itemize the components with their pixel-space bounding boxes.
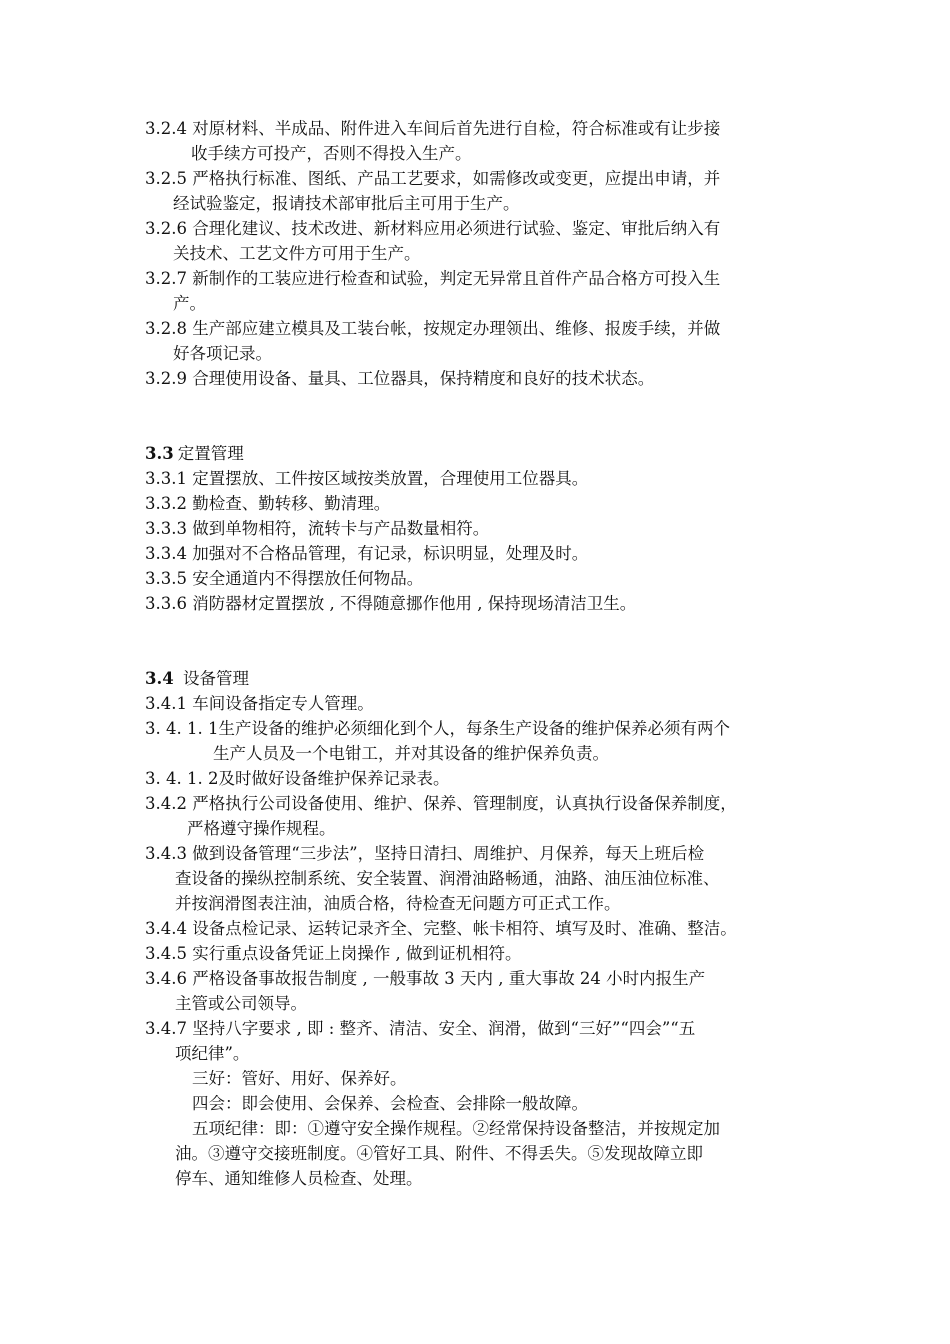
item-3-3-2 [145,491,810,516]
item-3-2-6 [145,216,810,266]
item-text-cont: 生产人员及一个电钳工，并对其设备的维护保养负责。 [213,744,609,763]
item-text: 对原材料、半成品、附件进入车间后首先进行自检，符合标准或有让步接 [192,119,721,138]
section-heading-3-4 [145,666,810,691]
item-text-cont: 并按润滑图表注油，油质合格，待检查无问题方可正式工作。 [175,894,621,913]
item-number: 3.3.6 [145,594,187,613]
item-3-4-6 [145,966,810,1016]
item-number: 3.4.6 [145,969,187,988]
item-3-3-5 [145,566,810,591]
item-3-4-3 [145,841,810,916]
item-3-2-5 [145,166,810,216]
item-3-4-2 [145,791,810,841]
item-text: 实行重点设备凭证上岗操作 , 做到证机相符。 [192,944,522,963]
item-3-4-5 [145,941,810,966]
item-number: 3.2.7 [145,269,187,288]
sihui-line: 四会：即会使用、会保养、会检查、会排除一般故障。 [192,1094,588,1113]
item-3-2-9 [145,366,810,391]
item-text: 生产部应建立模具及工装台帐，按规定办理领出、维修、报废手续，并做 [192,319,721,338]
item-number: 3.3.1 [145,469,187,488]
section-title: 设备管理 [182,669,249,688]
section-3-2-items [145,116,810,391]
item-3-3-1 [145,466,810,491]
item-text: 设备点检记录、运转记录齐全、完整、帐卡相符、填写及时、准确、整洁。 [192,919,737,938]
item-number: 3.4.1 [145,694,187,713]
item-text: 安全通道内不得摆放任何物品。 [192,569,424,588]
item-number: 3.3.4 [145,544,187,563]
item-3-4-1-1 [145,716,810,766]
item-3-2-7 [145,266,810,316]
item-text: 严格执行标准、图纸、产品工艺要求，如需修改或变更，应提出申请，并 [192,169,721,188]
item-3-3-3 [145,516,810,541]
item-text-cont: 项纪律”。 [175,1044,250,1063]
item-number: 3.2.4 [145,119,187,138]
item-text: 消防器材定置摆放 , 不得随意挪作他用 , 保持现场清洁卫生。 [192,594,637,613]
item-text-cont: 主管或公司领导。 [175,994,307,1013]
item-text: 定置摆放、工件按区域按类放置，合理使用工位器具。 [192,469,589,488]
item-number: 3.3.3 [145,519,187,538]
item-number: 3.2.6 [145,219,187,238]
section-3-3-items [145,466,810,616]
item-text: 合理化建议、技术改进、新材料应用必须进行试验、鉴定、审批后纳入有 [192,219,721,238]
item-text: 加强对不合格品管理，有记录，标识明显，处理及时。 [192,544,589,563]
item-number: 3.2.8 [145,319,187,338]
item-text: 做到设备管理“三步法”，坚持日清扫、周维护、月保养，每天上班后检 [192,844,705,863]
item-text-cont: 严格遵守操作规程。 [187,819,336,838]
item-3-4-1 [145,691,810,716]
item-3-4-1-2 [145,766,810,791]
wuxiang-line-2: 油。③遵守交接班制度。④管好工具、附件、不得丢失。⑤发现故障立即 [175,1144,703,1163]
section-title: 定置管理 [177,444,244,463]
item-text: 新制作的工装应进行检查和试验，判定无异常且首件产品合格方可投入生 [192,269,721,288]
section-3-4-items [145,691,810,1191]
item-number: 3.3.2 [145,494,187,513]
item-text-cont: 查设备的操纵控制系统、安全装置、润滑油路畅通，油路、油压油位标准、 [175,869,720,888]
section-gap [145,616,810,666]
item-text-cont: 关技术、工艺文件方可用于生产。 [173,244,421,263]
item-text: 严格设备事故报告制度 , 一般事故 3 天内 , 重大事故 24 小时内报生产 [192,969,706,988]
sanhao-line: 三好：管好、用好、保养好。 [192,1069,407,1088]
item-text-cont: 产。 [173,294,206,313]
item-number: 3. 4. 1. 1 [145,719,219,738]
section-number: 3.4 [145,669,174,688]
item-number: 3.2.9 [145,369,187,388]
item-3-4-7 [145,1016,810,1066]
item-text-cont: 经试验鉴定，报请技术部审批后主可用于生产。 [173,194,520,213]
item-number: 3.4.5 [145,944,187,963]
item-number: 3.4.7 [145,1019,187,1038]
item-number: 3.4.4 [145,919,187,938]
item-number: 3.3.5 [145,569,187,588]
item-number: 3.2.5 [145,169,187,188]
wuxiang-line-3: 停车、通知维修人员检查、处理。 [175,1169,423,1188]
item-text: 及时做好设备维护保养记录表。 [218,769,450,788]
item-text: 做到单物相符，流转卡与产品数量相符。 [192,519,490,538]
item-3-2-4 [145,116,810,166]
item-3-4-4 [145,916,810,941]
item-text-cont: 好各项记录。 [173,344,272,363]
item-text: 合理使用设备、量具、工位器具，保持精度和良好的技术状态。 [192,369,655,388]
item-3-2-8 [145,316,810,366]
section-gap [145,391,810,441]
item-number: 3. 4. 1. 2 [145,769,219,788]
item-number: 3.4.2 [145,794,187,813]
section-number: 3.3 [145,444,174,463]
item-text: 坚持八字要求 , 即 : 整齐、清洁、安全、润滑，做到“三好”“四会”“五 [192,1019,696,1038]
item-text-cont: 收手续方可投产，否则不得投入生产。 [191,144,472,163]
item-text: 严格执行公司设备使用、维护、保养、管理制度，认真执行设备保养制度， [192,794,737,813]
wuxiang-line-1: 五项纪律：即：①遵守安全操作规程。②经常保持设备整洁，并按规定加 [192,1119,720,1138]
item-text: 勤检查、勤转移、勤清理。 [192,494,391,513]
item-3-3-4 [145,541,810,566]
item-text: 生产设备的维护必须细化到个人，每条生产设备的维护保养必须有两个 [218,719,730,738]
item-number: 3.4.3 [145,844,187,863]
section-heading-3-3 [145,441,810,466]
item-text: 车间设备指定专人管理。 [192,694,374,713]
item-3-3-6 [145,591,810,616]
